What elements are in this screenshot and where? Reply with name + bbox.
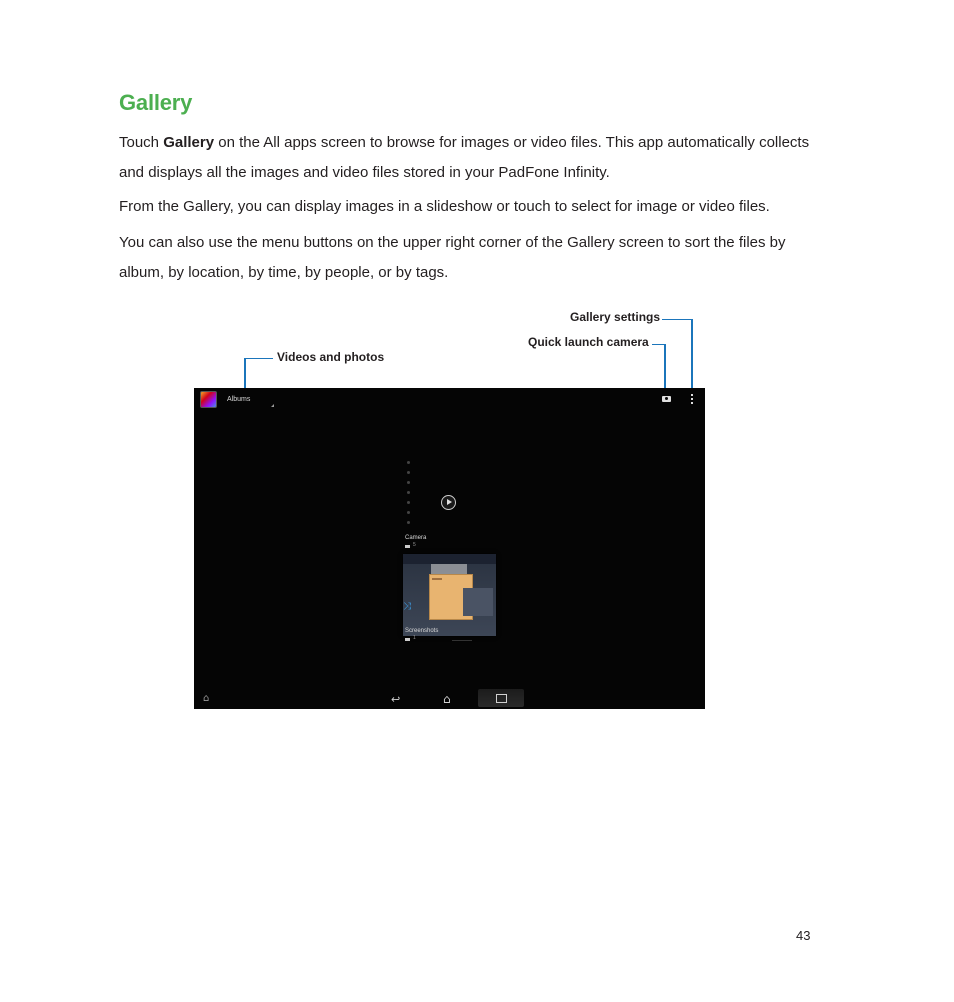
play-icon[interactable] (441, 495, 456, 510)
intro-suffix: on the All apps screen to browse for images or video files. This app automatically collects and displays all the images and video files stored in your PadFone Infinity. (119, 134, 810, 181)
album-camera-label[interactable]: Camera (405, 535, 427, 541)
home-icon[interactable]: ⌂ (443, 692, 451, 706)
intro-bold-app-name: Gallery (163, 134, 215, 151)
dropdown-corner-icon[interactable] (271, 404, 274, 407)
gallery-app-icon[interactable] (200, 391, 217, 408)
album-screenshots-label[interactable]: Screenshots (405, 628, 439, 634)
intro-prefix: Touch (119, 134, 164, 151)
camera-icon[interactable] (662, 396, 671, 402)
album-camera-video-icon (405, 545, 410, 548)
leader-videos-v (244, 358, 246, 391)
page-title: Gallery (119, 90, 193, 115)
gallery-screenshot (194, 388, 705, 709)
leader-gallery-settings-v (691, 319, 693, 391)
overflow-menu-icon[interactable] (691, 394, 693, 404)
album-screenshots-count: 1 (413, 635, 416, 641)
leader-camera-v (664, 344, 666, 391)
album-camera-count: 5 (413, 542, 416, 548)
intro-paragraph (119, 128, 819, 188)
leader-gallery-settings-h (662, 319, 692, 320)
slideshow-paragraph: From the Gallery, you can display images in a slideshow or touch to select for image or video files. (119, 198, 770, 215)
shuffle-icon[interactable]: ⤨ (403, 601, 411, 612)
menu-paragraph: You can also use the menu buttons on the upper right corner of the Gallery screen to sort the files by album, by location, by time, by people, or by tags. (119, 234, 786, 281)
recent-apps-icon (496, 694, 507, 703)
recent-apps-button[interactable] (478, 689, 524, 707)
action-bar-title[interactable]: Albums (227, 396, 251, 403)
leader-videos-h (244, 358, 273, 359)
callout-quick-launch-camera: Quick launch camera (528, 335, 649, 349)
album-screenshots-divider (452, 640, 472, 641)
page-number: 43 (796, 928, 811, 943)
callout-videos-and-photos: Videos and photos (277, 350, 385, 364)
album-screenshots-folder-icon (405, 638, 410, 641)
scroll-indicator-dots (407, 461, 411, 524)
back-icon[interactable]: ↩ (391, 693, 401, 706)
album-screenshots-thumbnail[interactable] (403, 554, 496, 636)
callout-gallery-settings: Gallery settings (570, 310, 661, 324)
hide-bar-icon[interactable]: ⌂ (203, 693, 210, 704)
